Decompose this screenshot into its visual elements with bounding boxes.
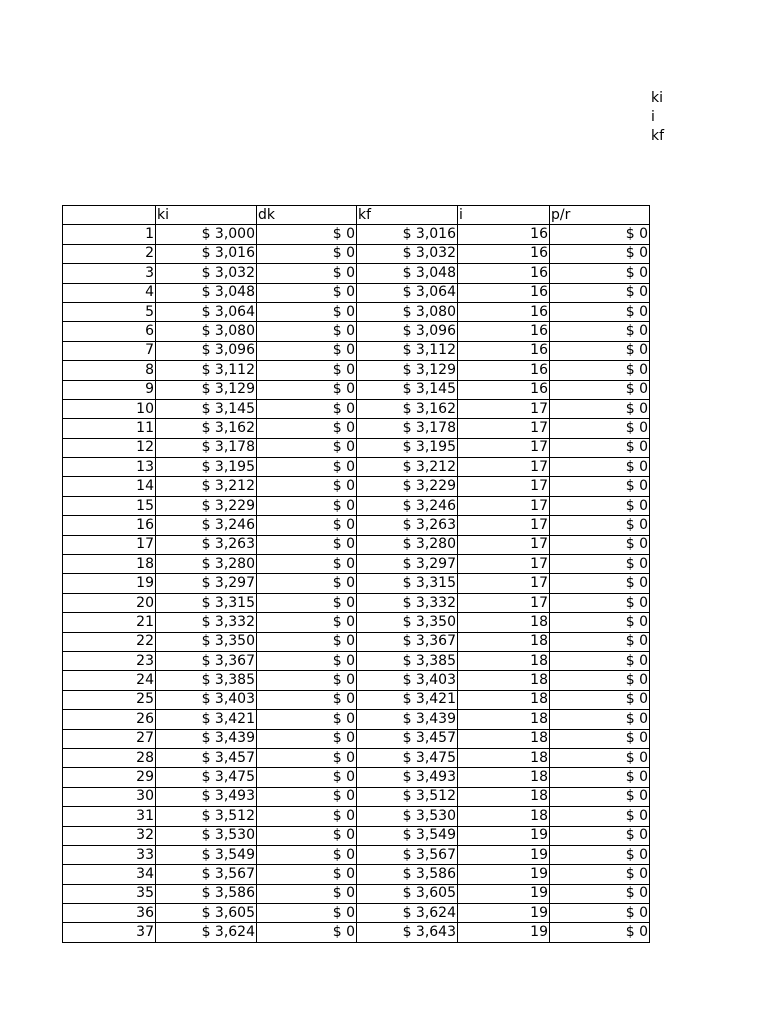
kf-cell[interactable]: $ 3,586 (357, 865, 458, 884)
pr-cell[interactable]: $ 0 (550, 574, 650, 593)
dk-cell[interactable]: $ 0 (257, 632, 357, 651)
kf-cell[interactable]: $ 3,229 (357, 477, 458, 496)
table-row (63, 671, 650, 690)
ki-cell[interactable]: $ 3,112 (156, 361, 257, 380)
pr-cell[interactable]: $ 0 (550, 768, 650, 787)
table-row (63, 283, 650, 302)
row-number-cell[interactable]: 12 (63, 438, 156, 457)
row-number-cell[interactable]: 37 (63, 923, 156, 942)
table-body (63, 206, 650, 943)
pr-cell[interactable]: $ 0 (550, 341, 650, 360)
i-cell[interactable]: 19 (458, 845, 550, 864)
legend-item-kf: kf (651, 128, 665, 144)
pr-cell[interactable]: $ 0 (550, 555, 650, 574)
row-number-cell[interactable]: 25 (63, 690, 156, 709)
pr-cell[interactable]: $ 0 (550, 438, 650, 457)
pr-cell[interactable]: $ 0 (550, 845, 650, 864)
pr-cell[interactable]: $ 0 (550, 225, 650, 244)
row-number-cell[interactable]: 4 (63, 283, 156, 302)
i-cell[interactable]: 17 (458, 438, 550, 457)
table-row (63, 244, 650, 263)
row-number-cell[interactable]: 28 (63, 748, 156, 767)
dk-cell[interactable]: $ 0 (257, 516, 357, 535)
row-number-cell[interactable]: 24 (63, 671, 156, 690)
legend-item-i: i (651, 109, 655, 125)
header-cell-pr[interactable]: p/r (550, 206, 650, 225)
dk-cell[interactable]: $ 0 (257, 690, 357, 709)
ki-cell[interactable]: $ 3,403 (156, 690, 257, 709)
i-cell[interactable]: 16 (458, 361, 550, 380)
i-cell[interactable]: 17 (458, 419, 550, 438)
table-row (63, 516, 650, 535)
kf-cell[interactable]: $ 3,297 (357, 555, 458, 574)
kf-cell[interactable]: $ 3,530 (357, 807, 458, 826)
kf-cell[interactable]: $ 3,263 (357, 516, 458, 535)
pr-cell[interactable]: $ 0 (550, 302, 650, 321)
dk-cell[interactable]: $ 0 (257, 729, 357, 748)
dk-cell[interactable]: $ 0 (257, 748, 357, 767)
row-number-cell[interactable]: 23 (63, 651, 156, 670)
pr-cell[interactable]: $ 0 (550, 264, 650, 283)
i-cell[interactable]: 16 (458, 322, 550, 341)
header-cell-ki[interactable]: ki (156, 206, 257, 225)
dk-cell[interactable]: $ 0 (257, 477, 357, 496)
pr-cell[interactable]: $ 0 (550, 380, 650, 399)
table-row (63, 768, 650, 787)
ki-cell[interactable]: $ 3,048 (156, 283, 257, 302)
ki-cell[interactable]: $ 3,212 (156, 477, 257, 496)
i-cell[interactable]: 17 (458, 458, 550, 477)
row-number-cell[interactable]: 22 (63, 632, 156, 651)
dk-cell[interactable]: $ 0 (257, 283, 357, 302)
dk-cell[interactable]: $ 0 (257, 710, 357, 729)
ki-cell[interactable]: $ 3,016 (156, 244, 257, 263)
kf-cell[interactable]: $ 3,567 (357, 845, 458, 864)
kf-cell[interactable]: $ 3,512 (357, 787, 458, 806)
row-number-cell[interactable]: 33 (63, 845, 156, 864)
i-cell[interactable]: 17 (458, 535, 550, 554)
pr-cell[interactable]: $ 0 (550, 710, 650, 729)
dk-cell[interactable]: $ 0 (257, 264, 357, 283)
table-row (63, 380, 650, 399)
ki-cell[interactable]: $ 3,367 (156, 651, 257, 670)
ki-cell[interactable]: $ 3,475 (156, 768, 257, 787)
table-row (63, 225, 650, 244)
dk-cell[interactable]: $ 0 (257, 613, 357, 632)
row-number-cell[interactable]: 14 (63, 477, 156, 496)
ki-cell[interactable]: $ 3,549 (156, 845, 257, 864)
ki-cell[interactable]: $ 3,421 (156, 710, 257, 729)
kf-cell[interactable]: $ 3,332 (357, 593, 458, 612)
i-cell[interactable]: 18 (458, 710, 550, 729)
kf-cell[interactable]: $ 3,112 (357, 341, 458, 360)
ki-cell[interactable]: $ 3,315 (156, 593, 257, 612)
table-row (63, 923, 650, 942)
pr-cell[interactable]: $ 0 (550, 535, 650, 554)
table-row (63, 632, 650, 651)
pr-cell[interactable]: $ 0 (550, 496, 650, 515)
kf-cell[interactable]: $ 3,493 (357, 768, 458, 787)
table-row (63, 496, 650, 515)
ki-cell[interactable]: $ 3,624 (156, 923, 257, 942)
ki-cell[interactable]: $ 3,439 (156, 729, 257, 748)
dk-cell[interactable]: $ 0 (257, 380, 357, 399)
ki-cell[interactable]: $ 3,096 (156, 341, 257, 360)
row-number-cell[interactable]: 29 (63, 768, 156, 787)
kf-cell[interactable]: $ 3,212 (357, 458, 458, 477)
dk-cell[interactable]: $ 0 (257, 341, 357, 360)
ki-cell[interactable]: $ 3,457 (156, 748, 257, 767)
i-cell[interactable]: 16 (458, 341, 550, 360)
pr-cell[interactable]: $ 0 (550, 419, 650, 438)
pr-cell[interactable]: $ 0 (550, 807, 650, 826)
table-row (63, 458, 650, 477)
pr-cell[interactable]: $ 0 (550, 399, 650, 418)
dk-cell[interactable]: $ 0 (257, 458, 357, 477)
pr-cell[interactable]: $ 0 (550, 904, 650, 923)
ki-cell[interactable]: $ 3,605 (156, 904, 257, 923)
i-cell[interactable]: 17 (458, 477, 550, 496)
ki-cell[interactable]: $ 3,080 (156, 322, 257, 341)
row-number-cell[interactable]: 20 (63, 593, 156, 612)
dk-cell[interactable]: $ 0 (257, 884, 357, 903)
ki-cell[interactable]: $ 3,246 (156, 516, 257, 535)
row-number-cell[interactable]: 27 (63, 729, 156, 748)
kf-cell[interactable]: $ 3,643 (357, 923, 458, 942)
kf-cell[interactable]: $ 3,162 (357, 399, 458, 418)
dk-cell[interactable]: $ 0 (257, 555, 357, 574)
table-row (63, 264, 650, 283)
i-cell[interactable]: 18 (458, 651, 550, 670)
row-number-cell[interactable]: 18 (63, 555, 156, 574)
dk-cell[interactable]: $ 0 (257, 225, 357, 244)
kf-cell[interactable]: $ 3,350 (357, 613, 458, 632)
dk-cell[interactable]: $ 0 (257, 865, 357, 884)
dk-cell[interactable]: $ 0 (257, 361, 357, 380)
table-row (63, 322, 650, 341)
table-row (63, 865, 650, 884)
pr-cell[interactable]: $ 0 (550, 748, 650, 767)
header-cell-i[interactable]: i (458, 206, 550, 225)
ki-cell[interactable]: $ 3,129 (156, 380, 257, 399)
ki-cell[interactable]: $ 3,586 (156, 884, 257, 903)
pr-cell[interactable]: $ 0 (550, 651, 650, 670)
table-row (63, 574, 650, 593)
pr-cell[interactable]: $ 0 (550, 923, 650, 942)
ki-cell[interactable]: $ 3,385 (156, 671, 257, 690)
row-number-cell[interactable]: 3 (63, 264, 156, 283)
table-row (63, 302, 650, 321)
table-row (63, 826, 650, 845)
row-number-cell[interactable]: 31 (63, 807, 156, 826)
ki-cell[interactable]: $ 3,332 (156, 613, 257, 632)
row-number-cell[interactable]: 21 (63, 613, 156, 632)
ki-cell[interactable]: $ 3,512 (156, 807, 257, 826)
row-number-cell[interactable]: 32 (63, 826, 156, 845)
pr-cell[interactable]: $ 0 (550, 244, 650, 263)
ki-cell[interactable]: $ 3,064 (156, 302, 257, 321)
pr-cell[interactable]: $ 0 (550, 613, 650, 632)
row-number-cell[interactable]: 5 (63, 302, 156, 321)
dk-cell[interactable]: $ 0 (257, 302, 357, 321)
i-cell[interactable]: 19 (458, 865, 550, 884)
ki-cell[interactable]: $ 3,032 (156, 264, 257, 283)
row-number-cell[interactable]: 17 (63, 535, 156, 554)
ki-cell[interactable]: $ 3,280 (156, 555, 257, 574)
ki-cell[interactable]: $ 3,195 (156, 458, 257, 477)
row-number-cell[interactable]: 13 (63, 458, 156, 477)
i-cell[interactable]: 17 (458, 574, 550, 593)
ki-cell[interactable]: $ 3,162 (156, 419, 257, 438)
i-cell[interactable]: 18 (458, 632, 550, 651)
row-number-cell[interactable]: 35 (63, 884, 156, 903)
kf-cell[interactable]: $ 3,367 (357, 632, 458, 651)
pr-cell[interactable]: $ 0 (550, 690, 650, 709)
header-cell-kf[interactable]: kf (357, 206, 458, 225)
table-row (63, 787, 650, 806)
pr-cell[interactable]: $ 0 (550, 729, 650, 748)
i-cell[interactable]: 17 (458, 555, 550, 574)
pr-cell[interactable]: $ 0 (550, 477, 650, 496)
table-row (63, 477, 650, 496)
dk-cell[interactable]: $ 0 (257, 438, 357, 457)
row-number-cell[interactable]: 15 (63, 496, 156, 515)
i-cell[interactable]: 16 (458, 225, 550, 244)
kf-cell[interactable]: $ 3,403 (357, 671, 458, 690)
kf-cell[interactable]: $ 3,096 (357, 322, 458, 341)
pr-cell[interactable]: $ 0 (550, 458, 650, 477)
pr-cell[interactable]: $ 0 (550, 787, 650, 806)
i-cell[interactable]: 17 (458, 593, 550, 612)
pr-cell[interactable]: $ 0 (550, 322, 650, 341)
legend-item-ki: ki (651, 90, 663, 106)
i-cell[interactable]: 19 (458, 904, 550, 923)
kf-cell[interactable]: $ 3,195 (357, 438, 458, 457)
table-row (63, 399, 650, 418)
ki-cell[interactable]: $ 3,145 (156, 399, 257, 418)
table-row (63, 651, 650, 670)
row-number-cell[interactable]: 30 (63, 787, 156, 806)
row-number-cell[interactable]: 36 (63, 904, 156, 923)
pr-cell[interactable]: $ 0 (550, 671, 650, 690)
i-cell[interactable]: 18 (458, 748, 550, 767)
pr-cell[interactable]: $ 0 (550, 516, 650, 535)
dk-cell[interactable]: $ 0 (257, 535, 357, 554)
kf-cell[interactable]: $ 3,080 (357, 302, 458, 321)
table-row (63, 884, 650, 903)
i-cell[interactable]: 18 (458, 768, 550, 787)
dk-cell[interactable]: $ 0 (257, 419, 357, 438)
i-cell[interactable]: 18 (458, 613, 550, 632)
table-row (63, 613, 650, 632)
kf-cell[interactable]: $ 3,475 (357, 748, 458, 767)
row-number-cell[interactable]: 6 (63, 322, 156, 341)
row-number-cell[interactable]: 11 (63, 419, 156, 438)
kf-cell[interactable]: $ 3,145 (357, 380, 458, 399)
table-row (63, 807, 650, 826)
table-row (63, 555, 650, 574)
table-row (63, 904, 650, 923)
row-number-cell[interactable]: 16 (63, 516, 156, 535)
table-row (63, 341, 650, 360)
table-row (63, 729, 650, 748)
kf-cell[interactable]: $ 3,315 (357, 574, 458, 593)
amortization-table (62, 205, 650, 943)
i-cell[interactable]: 16 (458, 244, 550, 263)
row-number-cell[interactable]: 10 (63, 399, 156, 418)
row-number-cell[interactable]: 34 (63, 865, 156, 884)
table-row (63, 535, 650, 554)
kf-cell[interactable]: $ 3,280 (357, 535, 458, 554)
dk-cell[interactable]: $ 0 (257, 904, 357, 923)
table-row (63, 419, 650, 438)
dk-cell[interactable]: $ 0 (257, 768, 357, 787)
dk-cell[interactable]: $ 0 (257, 923, 357, 942)
kf-cell[interactable]: $ 3,624 (357, 904, 458, 923)
header-cell-dk[interactable]: dk (257, 206, 357, 225)
table-row (63, 710, 650, 729)
table-row (63, 361, 650, 380)
header-row (63, 206, 650, 225)
row-number-cell[interactable]: 7 (63, 341, 156, 360)
table-row (63, 748, 650, 767)
i-cell[interactable]: 18 (458, 807, 550, 826)
i-cell[interactable]: 16 (458, 264, 550, 283)
i-cell[interactable]: 18 (458, 690, 550, 709)
pr-cell[interactable]: $ 0 (550, 865, 650, 884)
kf-cell[interactable]: $ 3,048 (357, 264, 458, 283)
row-number-cell[interactable]: 8 (63, 361, 156, 380)
i-cell[interactable]: 16 (458, 302, 550, 321)
ki-cell[interactable]: $ 3,567 (156, 865, 257, 884)
kf-cell[interactable]: $ 3,129 (357, 361, 458, 380)
table-row (63, 690, 650, 709)
row-number-cell[interactable]: 9 (63, 380, 156, 399)
dk-cell[interactable]: $ 0 (257, 787, 357, 806)
ki-cell[interactable]: $ 3,530 (156, 826, 257, 845)
row-number-cell[interactable]: 26 (63, 710, 156, 729)
i-cell[interactable]: 18 (458, 729, 550, 748)
ki-cell[interactable]: $ 3,229 (156, 496, 257, 515)
kf-cell[interactable]: $ 3,016 (357, 225, 458, 244)
ki-cell[interactable]: $ 3,000 (156, 225, 257, 244)
kf-cell[interactable]: $ 3,439 (357, 710, 458, 729)
kf-cell[interactable]: $ 3,178 (357, 419, 458, 438)
dk-cell[interactable]: $ 0 (257, 671, 357, 690)
pr-cell[interactable]: $ 0 (550, 361, 650, 380)
i-cell[interactable]: 17 (458, 399, 550, 418)
dk-cell[interactable]: $ 0 (257, 399, 357, 418)
pr-cell[interactable]: $ 0 (550, 593, 650, 612)
kf-cell[interactable]: $ 3,605 (357, 884, 458, 903)
dk-cell[interactable]: $ 0 (257, 574, 357, 593)
i-cell[interactable]: 17 (458, 496, 550, 515)
i-cell[interactable]: 18 (458, 671, 550, 690)
dk-cell[interactable]: $ 0 (257, 826, 357, 845)
i-cell[interactable]: 17 (458, 516, 550, 535)
table-row (63, 593, 650, 612)
i-cell[interactable]: 16 (458, 380, 550, 399)
pr-cell[interactable]: $ 0 (550, 632, 650, 651)
table-row (63, 438, 650, 457)
ki-cell[interactable]: $ 3,178 (156, 438, 257, 457)
i-cell[interactable]: 16 (458, 283, 550, 302)
kf-cell[interactable]: $ 3,246 (357, 496, 458, 515)
ki-cell[interactable]: $ 3,493 (156, 787, 257, 806)
variable-legend (651, 89, 664, 146)
ki-cell[interactable]: $ 3,350 (156, 632, 257, 651)
row-number-cell[interactable]: 19 (63, 574, 156, 593)
kf-cell[interactable]: $ 3,032 (357, 244, 458, 263)
dk-cell[interactable]: $ 0 (257, 496, 357, 515)
row-number-cell[interactable]: 1 (63, 225, 156, 244)
dk-cell[interactable]: $ 0 (257, 322, 357, 341)
kf-cell[interactable]: $ 3,457 (357, 729, 458, 748)
header-cell-index[interactable] (63, 206, 156, 225)
dk-cell[interactable]: $ 0 (257, 651, 357, 670)
pr-cell[interactable]: $ 0 (550, 884, 650, 903)
i-cell[interactable]: 18 (458, 787, 550, 806)
i-cell[interactable]: 19 (458, 884, 550, 903)
ki-cell[interactable]: $ 3,297 (156, 574, 257, 593)
dk-cell[interactable]: $ 0 (257, 807, 357, 826)
i-cell[interactable]: 19 (458, 923, 550, 942)
pr-cell[interactable]: $ 0 (550, 826, 650, 845)
dk-cell[interactable]: $ 0 (257, 845, 357, 864)
pr-cell[interactable]: $ 0 (550, 283, 650, 302)
row-number-cell[interactable]: 2 (63, 244, 156, 263)
i-cell[interactable]: 19 (458, 826, 550, 845)
dk-cell[interactable]: $ 0 (257, 593, 357, 612)
kf-cell[interactable]: $ 3,549 (357, 826, 458, 845)
kf-cell[interactable]: $ 3,385 (357, 651, 458, 670)
kf-cell[interactable]: $ 3,421 (357, 690, 458, 709)
dk-cell[interactable]: $ 0 (257, 244, 357, 263)
table-row (63, 845, 650, 864)
ki-cell[interactable]: $ 3,263 (156, 535, 257, 554)
kf-cell[interactable]: $ 3,064 (357, 283, 458, 302)
